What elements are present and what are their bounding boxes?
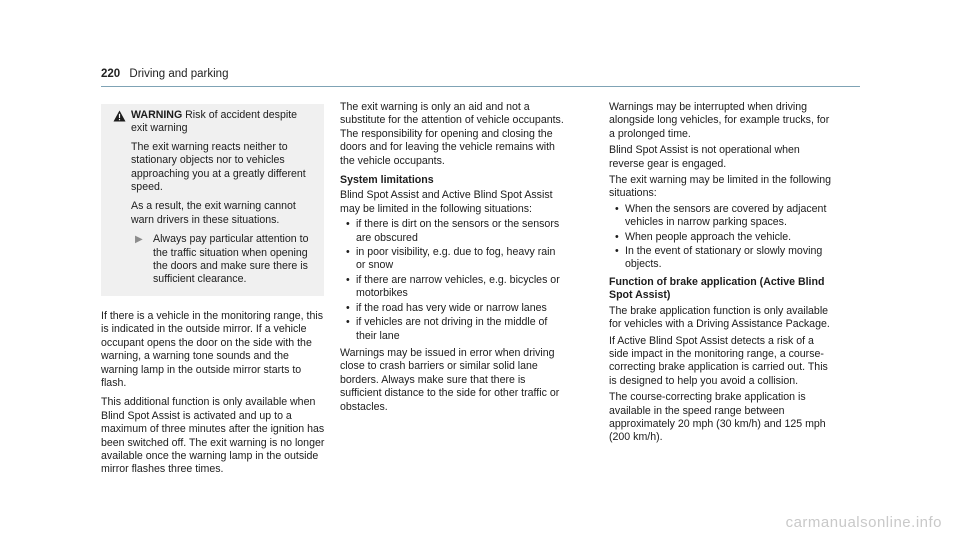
col1-paragraph-2: This additional function is only available when Blind Spot Assist is activated and up to a maximum of three minutes after the ignition has been switched off. The exit warning is no longer available once the warning lamp in the outside mirror flashes three times.: [101, 396, 325, 476]
watermark: carmanualsonline.info: [785, 513, 942, 531]
warning-paragraph-2: As a result, the exit warning cannot warn drivers in these situations.: [131, 200, 296, 226]
col3-paragraph-5: If Active Blind Spot Assist detects a risk of a side impact in the monitoring range, a course-correcting brake application is carried out. This is designed to help you avoid a collision.: [609, 334, 828, 387]
col1-paragraph-1: If there is a vehicle in the monitoring range, this is indicated in the outside mirror. If a vehicle occupant opens the door on the side with the warning, a warning tone sounds and the warning lamp in the outside mirror starts to flash.: [101, 309, 323, 389]
col2-closing: Warnings may be issued in error when driving close to crash barriers or similar solid lane borders. Always make sure that there is sufficient distance to the side for other traffic or obstacles.: [340, 346, 560, 413]
system-limitations-heading: System limitations: [340, 174, 434, 187]
warning-box: [101, 104, 324, 296]
warning-label: WARNING: [131, 109, 183, 121]
warning-title: Risk of accident despite exit warning: [131, 109, 298, 135]
column-2: [340, 101, 565, 420]
column-1: [101, 104, 326, 483]
list-item: • if the road has very wide or narrow lanes: [340, 302, 565, 315]
col3-limits-list: [609, 203, 834, 272]
col3-paragraph-1: Warnings may be interrupted when driving alongside long vehicles, for example trucks, for a prolonged time.: [609, 101, 830, 140]
section-title: Driving and parking: [129, 68, 229, 80]
list-item: • if vehicles are not driving in the middle of their lane: [340, 316, 565, 343]
col2-limits-list: [340, 218, 565, 343]
column-3: [609, 101, 834, 451]
warning-triangle-icon: [113, 110, 131, 126]
col3-paragraph-2: Blind Spot Assist is not operational when reverse gear is engaged.: [609, 144, 800, 170]
page-number: 220: [101, 68, 121, 80]
list-item: • In the event of stationary or slowly moving objects.: [609, 245, 834, 272]
brake-application-heading: Function of brake application (Active Blind Spot Assist): [609, 275, 825, 302]
page-header: [101, 68, 228, 81]
col3-paragraph-3: The exit warning may be limited in the following situations:: [609, 174, 831, 200]
header-divider: [101, 86, 860, 87]
list-item: • if there are narrow vehicles, e.g. bicycles or motorbikes: [340, 274, 565, 301]
list-item: • in poor visibility, e.g. due to fog, heavy rain or snow: [340, 246, 565, 273]
warning-header: [113, 109, 314, 136]
warning-paragraph-1: The exit warning reacts neither to stationary objects nor to vehicles approaching you at a greatly different speed.: [131, 140, 306, 194]
col2-limits-intro: Blind Spot Assist and Active Blind Spot Assist may be limited in the following situations:: [340, 189, 553, 215]
instruction-arrow-icon: ▶: [135, 234, 143, 246]
col3-paragraph-4: The brake application function is only available for vehicles with a Driving Assistance Package.: [609, 304, 830, 331]
list-item: • if there is dirt on the sensors or the sensors are obscured: [340, 218, 565, 245]
list-item: • When people approach the vehicle.: [609, 231, 834, 244]
warning-instruction-text: Always pay particular attention to the traffic situation when opening the doors and make sure there is sufficient clearance.: [153, 233, 309, 286]
warning-instruction: [113, 233, 314, 287]
col3-paragraph-6: The course-correcting brake application is available in the speed range between approximately 20 mph (30 km/h) and 125 mph (200 km/h).: [609, 391, 826, 444]
list-item: • When the sensors are covered by adjacent vehicles in narrow parking spaces.: [609, 203, 834, 230]
warning-title-line: [131, 109, 314, 136]
col2-intro: The exit warning is only an aid and not a substitute for the attention of vehicle occupants. The responsibility for opening and closing the doors and for leaving the vehicle remains with the vehicle occupants.: [340, 101, 564, 167]
